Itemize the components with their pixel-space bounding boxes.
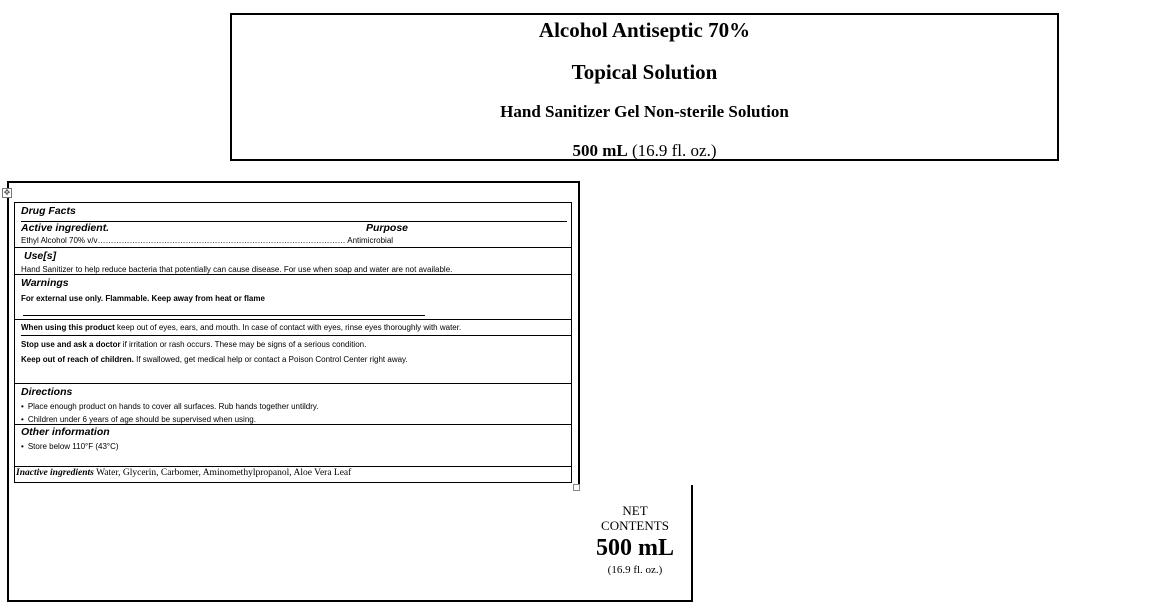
keep-out-text: If swallowed, get medical help or contact a Poison Control Center right away. bbox=[133, 355, 408, 364]
drug-facts-title: Drug Facts bbox=[21, 205, 76, 217]
frame-table-right-line bbox=[578, 181, 580, 485]
table-move-handle-icon[interactable]: ✥ bbox=[3, 188, 11, 197]
warnings-header: Warnings bbox=[21, 277, 69, 289]
stop-use-bold: Stop use and ask a doctor bbox=[21, 340, 121, 349]
directions-header: Directions bbox=[21, 386, 73, 398]
row-divider bbox=[15, 424, 571, 425]
volume-bold: 500 mL bbox=[572, 141, 628, 160]
keep-out-bold: Keep out of reach of children. bbox=[21, 355, 134, 364]
inactive-ingredients-text: Water, Glycerin, Carbomer, Aminomethylpropanol, Aloe Vera Leaf bbox=[93, 468, 352, 478]
row-divider bbox=[15, 466, 571, 467]
when-using-text: keep out of eyes, ears, and mouth. In case of contact with eyes, rinse eyes thoroughly with water. bbox=[114, 323, 462, 332]
stop-use-text: if irritation or rash occurs. These may be signs of a serious condition. bbox=[120, 340, 367, 349]
product-volume bbox=[232, 141, 1057, 161]
product-description: Hand Sanitizer Gel Non-sterile Solution bbox=[500, 102, 789, 121]
product-form: Topical Solution bbox=[571, 60, 718, 84]
volume-oz: (16.9 fl. oz.) bbox=[631, 141, 717, 160]
table-resize-handle[interactable] bbox=[573, 484, 580, 491]
product-name: Alcohol Antiseptic 70% bbox=[538, 18, 751, 42]
warnings-text: For external use only. Flammable. Keep away from heat or flame bbox=[21, 294, 265, 303]
active-ingredient-header: Active ingredient. bbox=[21, 222, 110, 234]
row-divider bbox=[15, 319, 571, 320]
frame-top-line bbox=[7, 181, 580, 183]
net-amount-oz: (16.9 fl. oz.) bbox=[607, 564, 663, 576]
contents-label: CONTENTS bbox=[601, 518, 669, 533]
row-divider bbox=[15, 274, 571, 275]
when-using-line bbox=[21, 323, 461, 332]
inactive-ingredients-line bbox=[16, 468, 351, 478]
frame-left-line bbox=[7, 181, 9, 602]
frame-bottom-line bbox=[7, 600, 693, 602]
active-ingredient-line: Ethyl Alcohol 70% v/v………………………………………………………………………………… Antimicrobial bbox=[21, 236, 394, 245]
directions-item: • Children under 6 years of age should be supervised when using. bbox=[21, 415, 256, 424]
stop-use-line bbox=[21, 340, 366, 349]
purpose-header: Purpose bbox=[366, 222, 409, 234]
other-information-header: Other information bbox=[21, 426, 110, 438]
uses-text: Hand Sanitizer to help reduce bacteria that potentially can cause disease. For use when soap and water are not available. bbox=[21, 265, 453, 274]
net-label: NET bbox=[622, 503, 648, 518]
net-amount: 500 mL bbox=[596, 535, 674, 561]
row-divider bbox=[15, 247, 571, 248]
other-information-item: • Store below 110°F (43°C) bbox=[21, 442, 119, 451]
keep-out-line bbox=[21, 355, 408, 364]
when-using-rule bbox=[21, 335, 571, 336]
inactive-ingredients-header: Inactive ingredients bbox=[16, 468, 94, 478]
net-contents bbox=[583, 503, 687, 576]
row-divider bbox=[15, 383, 571, 384]
product-title-box bbox=[230, 13, 1059, 161]
directions-item: • Place enough product on hands to cover all surfaces. Rub hands together untildry. bbox=[21, 402, 319, 411]
warnings-rule bbox=[23, 315, 425, 316]
drug-facts-table bbox=[14, 202, 572, 483]
uses-header: Use[s] bbox=[24, 250, 57, 262]
frame-right-line bbox=[691, 485, 693, 602]
when-using-bold: When using this product bbox=[21, 323, 115, 332]
